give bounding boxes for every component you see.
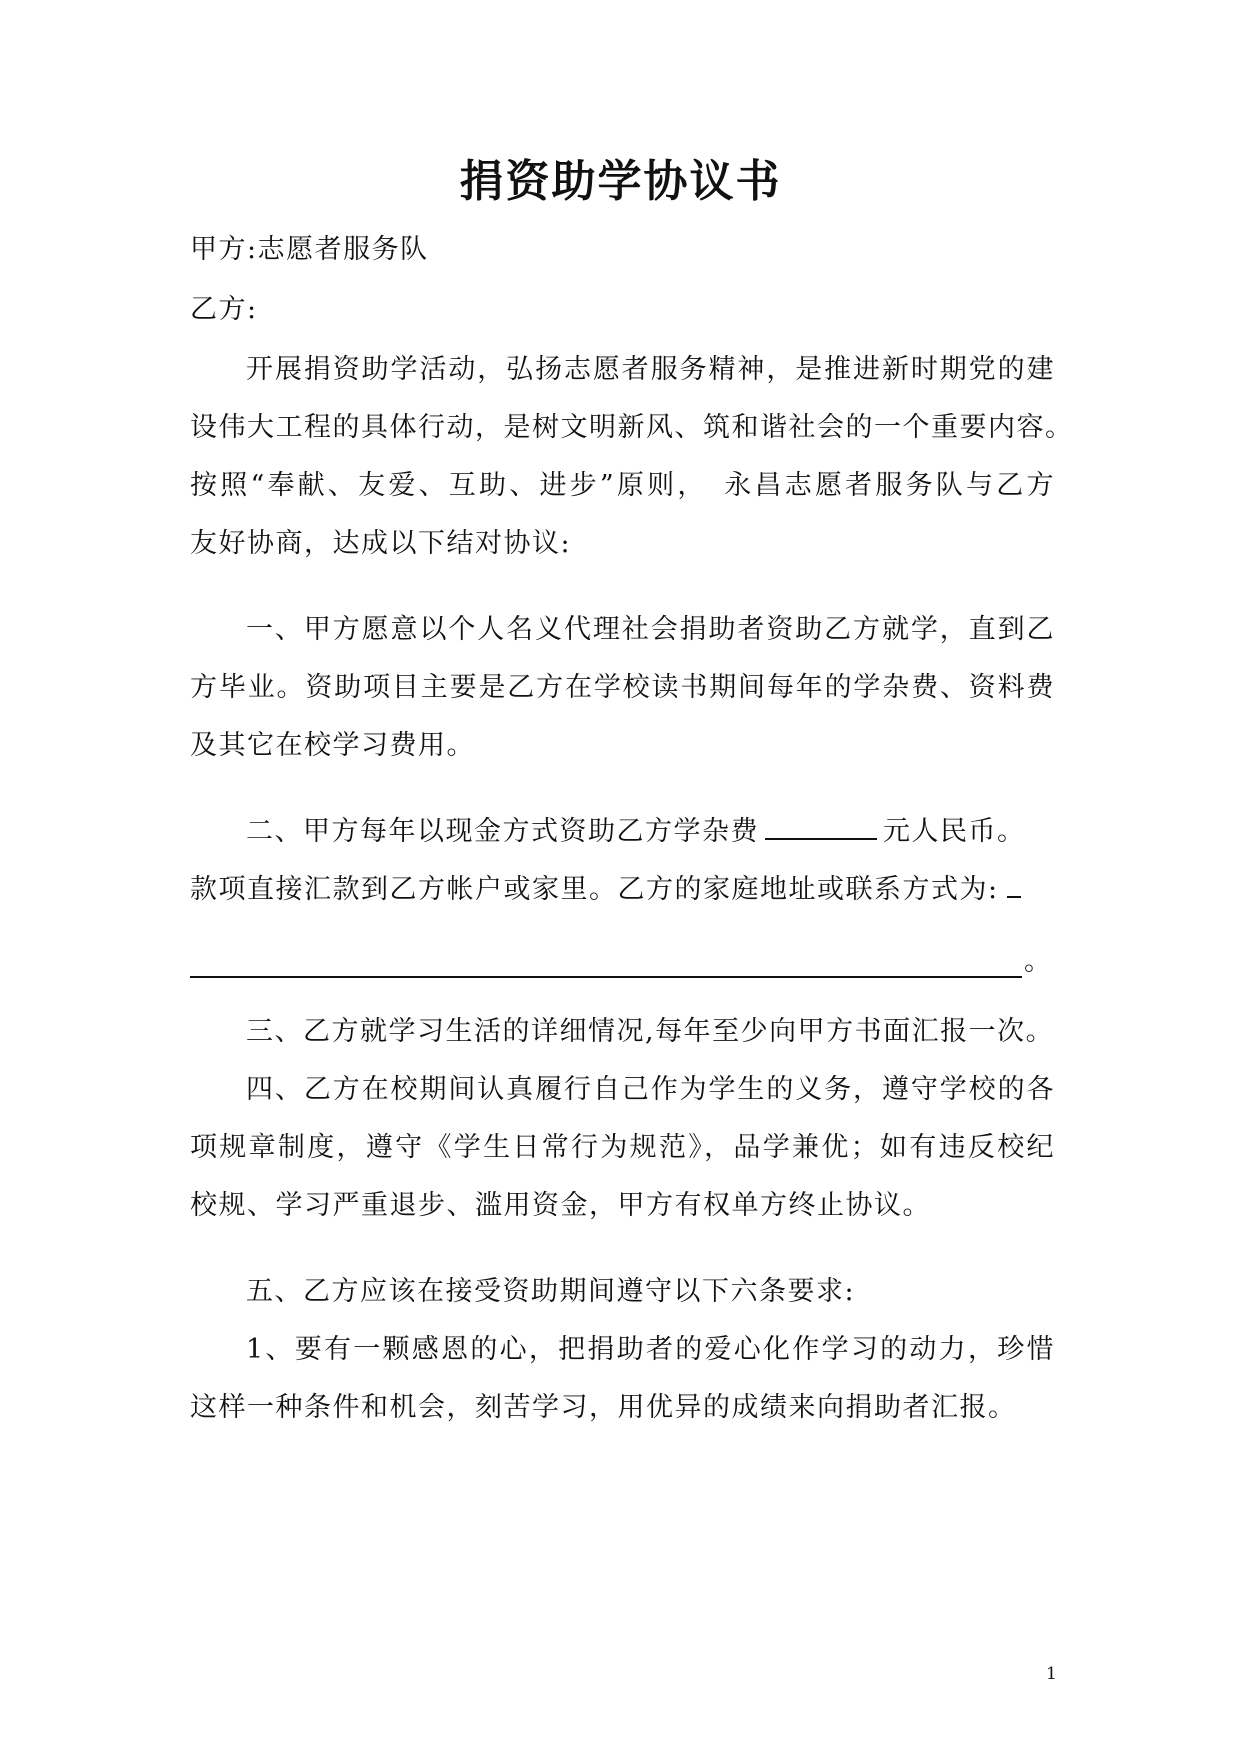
clause-4-line: 项规章制度，遵守《学生日常行为规范》，品学兼优；如有违反校纪 bbox=[190, 1132, 1055, 1163]
amount-blank bbox=[765, 812, 877, 840]
page-number: 1 bbox=[1046, 1664, 1057, 1684]
clause-2-line-1 bbox=[246, 812, 1055, 852]
clause-2-line-2 bbox=[190, 870, 1055, 910]
clause-5: 五、乙方应该在接受资助期间遵守以下六条要求: bbox=[246, 1276, 856, 1307]
document-title: 捐资助学协议书 bbox=[459, 156, 782, 207]
clause-2-address-label: 款项直接汇款到乙方帐户或家里。乙方的家庭地址或联系方式为: bbox=[190, 874, 999, 905]
clause-4-line: 四、乙方在校期间认真履行自己作为学生的义务，遵守学校的各 bbox=[246, 1074, 1055, 1105]
address-period: 。 bbox=[1024, 946, 1051, 977]
intro-line: 按照“奉献、友爱、互助、进步”原则， 永昌志愿者服务队与乙方 bbox=[190, 470, 1055, 501]
clause-3: 三、乙方就学习生活的详细情况,每年至少向甲方书面汇报一次。 bbox=[246, 1016, 1055, 1047]
address-blank-start bbox=[1007, 870, 1021, 898]
clause-1-line: 方毕业。资助项目主要是乙方在学校读书期间每年的学杂费、资料费 bbox=[190, 672, 1055, 703]
address-blank-line bbox=[190, 976, 1022, 978]
party-b: 乙方: bbox=[190, 294, 258, 325]
clause-4-line: 校规、学习严重退步、滥用资金，甲方有权单方终止协议。 bbox=[190, 1190, 931, 1221]
party-a: 甲方:志愿者服务队 bbox=[190, 234, 429, 265]
requirement-1-line: 这样一种条件和机会，刻苦学习，用优异的成绩来向捐助者汇报。 bbox=[190, 1392, 1017, 1423]
clause-1-line: 及其它在校学习费用。 bbox=[190, 730, 475, 761]
intro-line: 友好协商，达成以下结对协议: bbox=[190, 528, 572, 559]
intro-line: 开展捐资助学活动，弘扬志愿者服务精神，是推进新时期党的建 bbox=[246, 354, 1055, 385]
clause-2-text: 二、甲方每年以现金方式资助乙方学杂费 bbox=[246, 816, 759, 847]
intro-line: 设伟大工程的具体行动，是树文明新风、筑和谐社会的一个重要内容。 bbox=[190, 412, 1074, 443]
clause-1-line: 一、甲方愿意以个人名义代理社会捐助者资助乙方就学，直到乙 bbox=[246, 614, 1055, 645]
requirement-1-line: 1、要有一颗感恩的心，把捐助者的爱心化作学习的动力，珍惜 bbox=[246, 1334, 1055, 1365]
clause-2-unit: 元人民币。 bbox=[883, 816, 1026, 847]
